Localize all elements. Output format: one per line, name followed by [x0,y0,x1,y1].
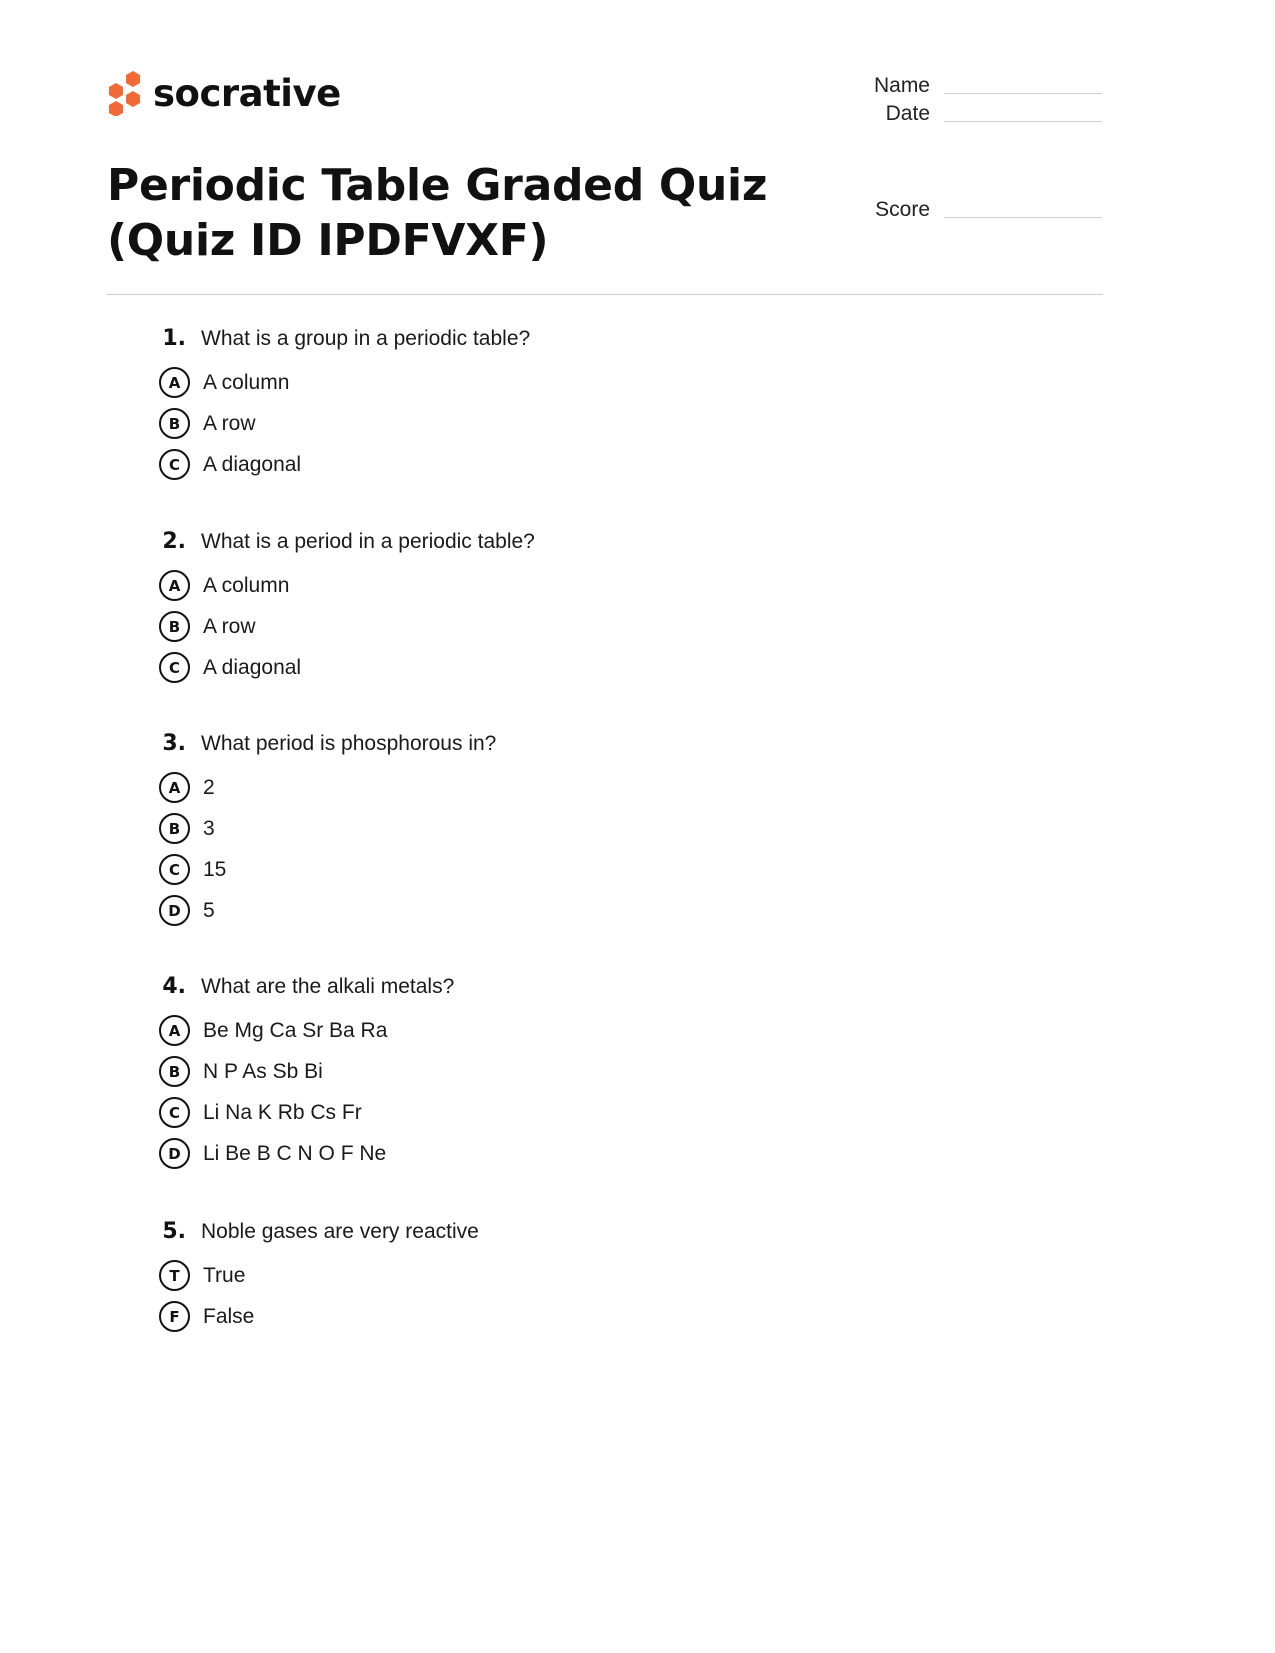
option-a[interactable] [150,1010,950,1051]
score-line[interactable] [944,216,1102,218]
question-text: What is a period in a periodic table? [201,530,535,553]
hexagon-cluster-icon [107,70,143,116]
question-number: 1. [162,326,186,351]
option-b[interactable] [150,606,950,647]
question-4 [150,974,950,1174]
answer-bubble[interactable]: C [159,449,190,480]
answer-bubble[interactable]: A [159,570,190,601]
option-text: 2 [203,775,215,799]
option-true[interactable] [150,1255,950,1296]
option-false[interactable] [150,1296,950,1337]
option-text: False [203,1304,255,1328]
question-number: 3. [162,731,186,756]
answer-bubble[interactable]: B [159,1056,190,1087]
option-d[interactable] [150,890,950,931]
option-text: A diagonal [203,452,302,476]
option-c[interactable] [150,849,950,890]
question-text: What is a group in a periodic table? [201,327,531,350]
question-text: What period is phosphorous in? [201,732,497,755]
option-text: A row [203,411,256,435]
option-c[interactable] [150,444,950,485]
question-text: What are the alkali metals? [201,975,455,998]
answer-bubble[interactable]: C [159,1097,190,1128]
answer-bubble[interactable]: F [159,1301,190,1332]
answer-bubble[interactable]: D [159,895,190,926]
brand-name: socrative [153,71,341,115]
answer-bubble[interactable]: A [159,772,190,803]
name-field[interactable] [860,74,1102,98]
answer-bubble[interactable]: B [159,813,190,844]
option-a[interactable] [150,565,950,606]
option-text: N P As Sb Bi [203,1059,323,1083]
option-text: True [203,1263,246,1287]
answer-bubble[interactable]: A [159,1015,190,1046]
date-line[interactable] [944,120,1102,122]
answer-bubble[interactable]: C [159,652,190,683]
answer-bubble[interactable]: B [159,408,190,439]
option-b[interactable] [150,403,950,444]
answer-bubble[interactable]: C [159,854,190,885]
option-a[interactable] [150,767,950,808]
answer-bubble[interactable]: T [159,1260,190,1291]
date-field[interactable] [860,102,1102,126]
question-number: 2. [162,529,186,554]
score-field[interactable] [860,198,1102,222]
option-b[interactable] [150,808,950,849]
option-text: A column [203,573,290,597]
option-text: 3 [203,816,215,840]
quiz-title: Periodic Table Graded Quiz (Quiz ID IPDFVXF) [107,160,768,266]
date-label: Date [885,102,930,125]
socrative-logo [107,70,341,116]
option-b[interactable] [150,1051,950,1092]
header-divider [107,294,1103,295]
option-c[interactable] [150,647,950,688]
option-d[interactable] [150,1133,950,1174]
question-2 [150,529,950,688]
question-number: 5. [162,1219,186,1244]
question-3 [150,731,950,931]
option-text: Be Mg Ca Sr Ba Ra [203,1018,388,1042]
score-label: Score [875,198,930,221]
option-c[interactable] [150,1092,950,1133]
name-label: Name [873,74,930,97]
answer-bubble[interactable]: D [159,1138,190,1169]
option-text: Li Na K Rb Cs Fr [203,1100,362,1124]
option-text: Li Be B C N O F Ne [203,1141,387,1165]
question-text: Noble gases are very reactive [201,1220,479,1243]
question-1 [150,326,950,485]
option-text: 5 [203,898,215,922]
option-text: A column [203,370,290,394]
option-text: A row [203,614,256,638]
answer-bubble[interactable]: A [159,367,190,398]
question-number: 4. [162,974,186,999]
question-5 [150,1219,950,1337]
name-line[interactable] [944,92,1102,94]
option-text: 15 [203,857,227,881]
option-a[interactable] [150,362,950,403]
option-text: A diagonal [203,655,302,679]
answer-bubble[interactable]: B [159,611,190,642]
